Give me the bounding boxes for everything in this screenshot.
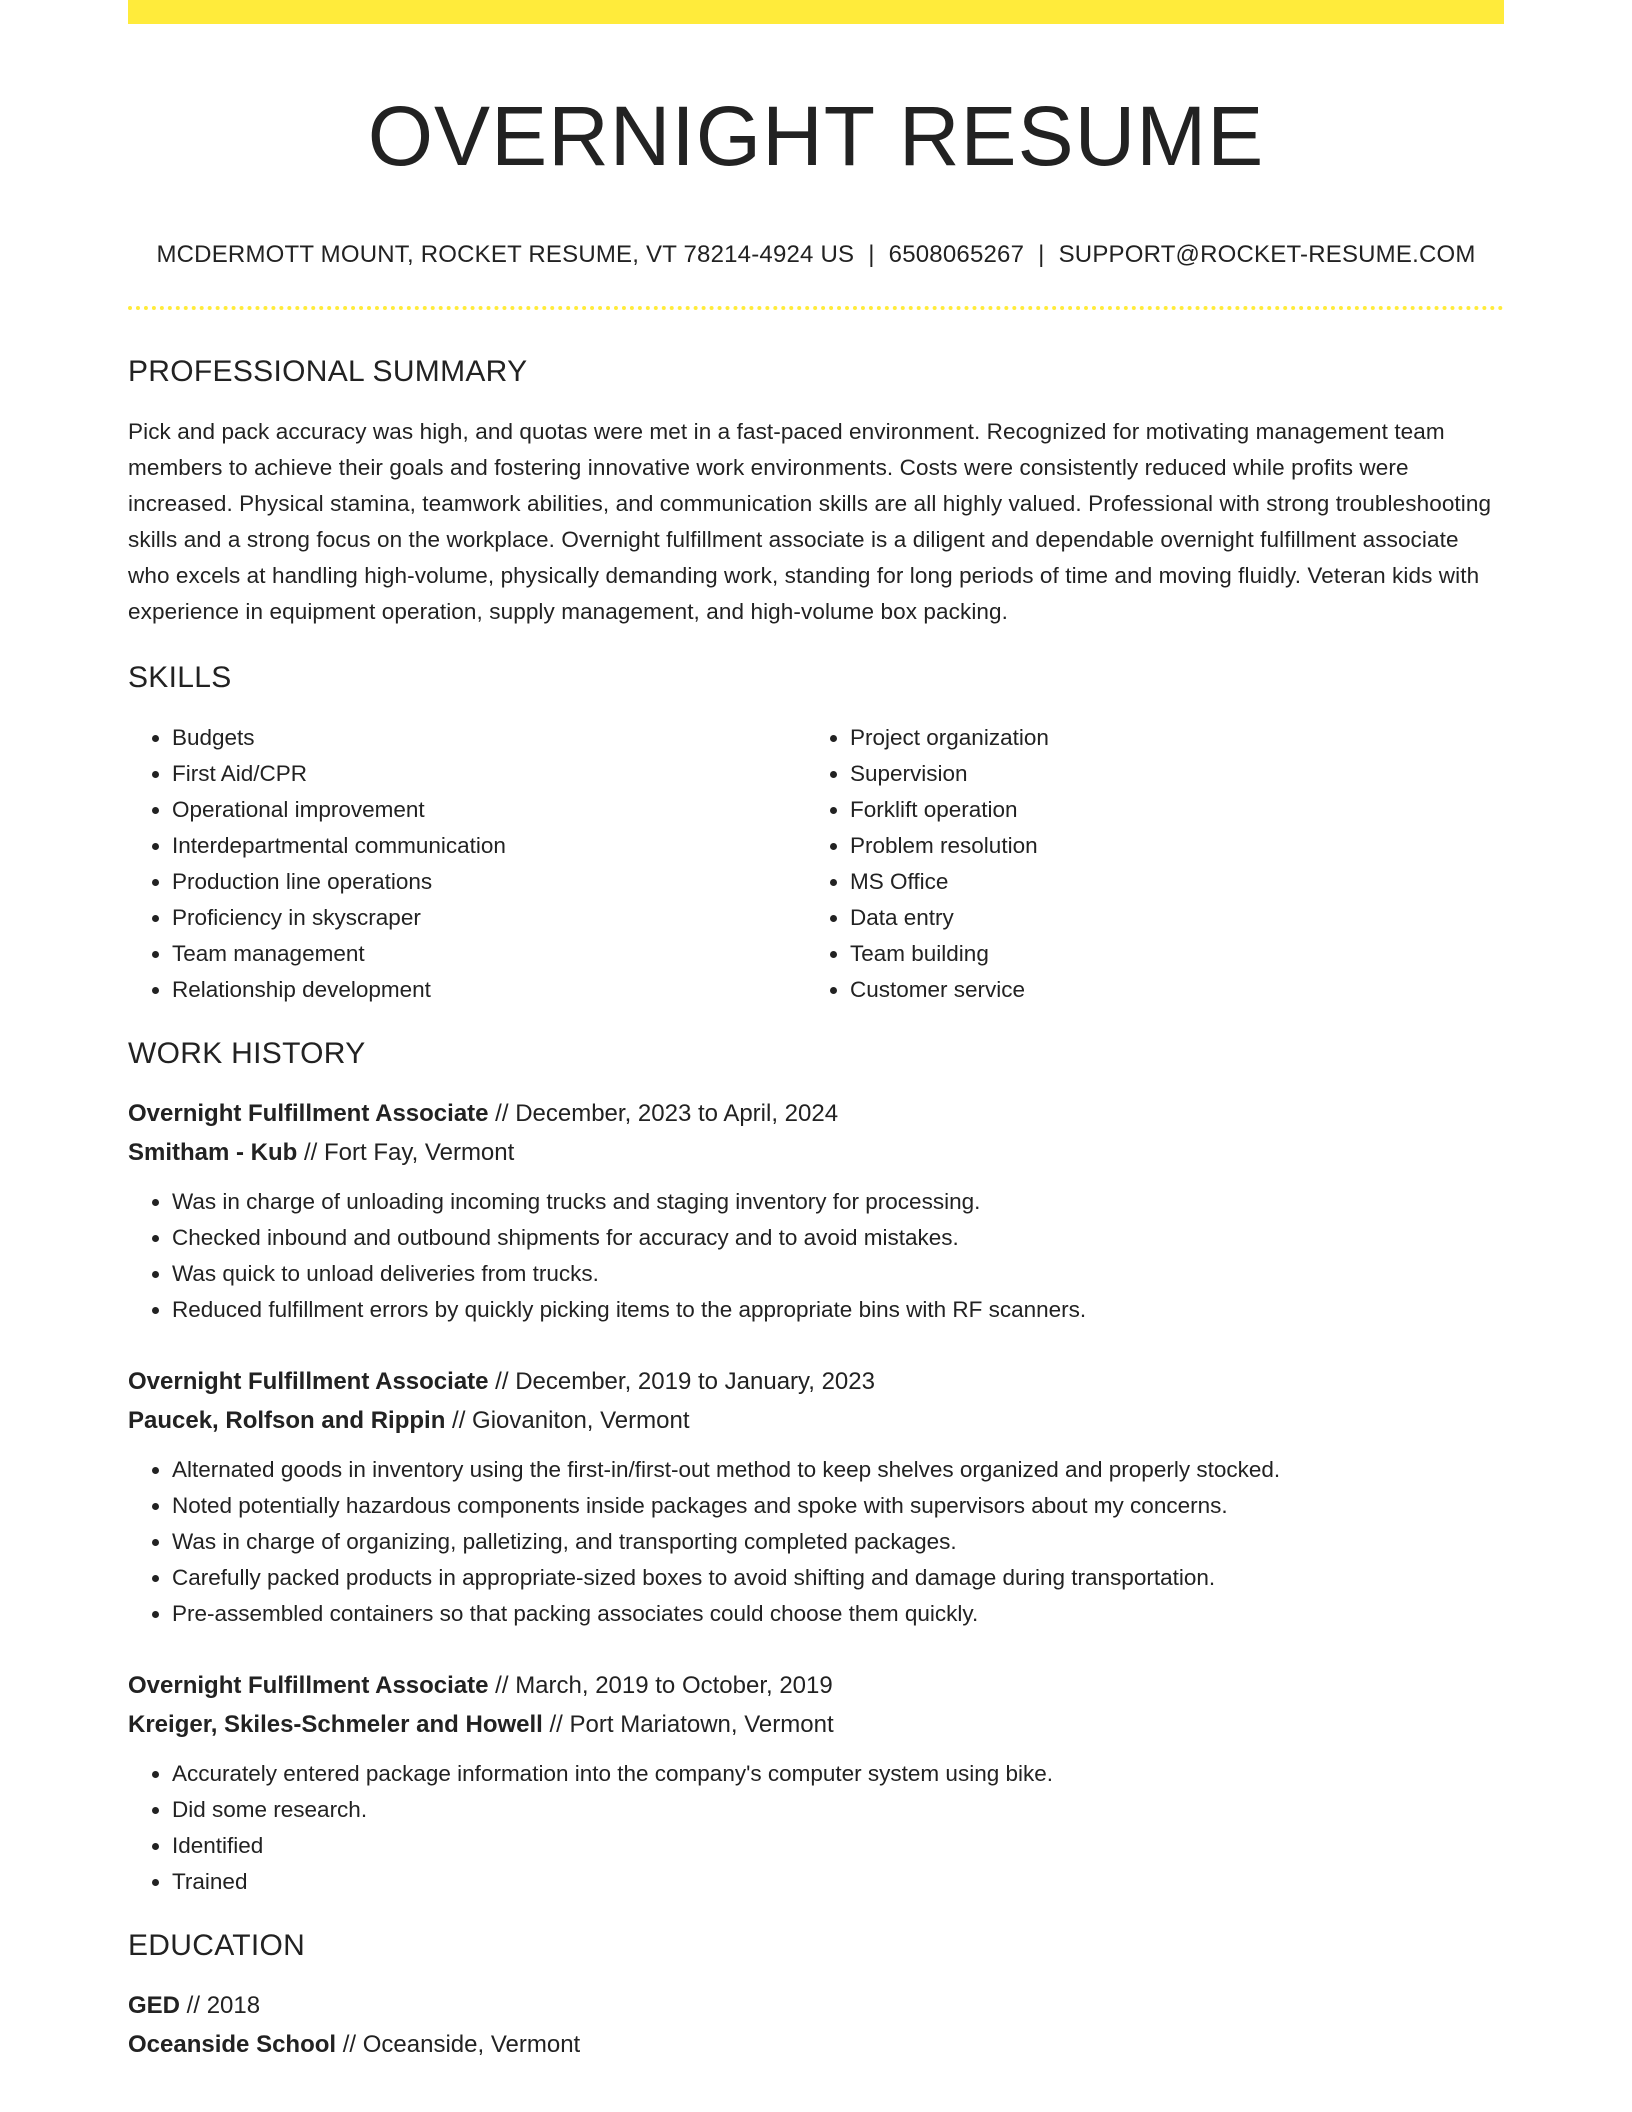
skill-item: • Operational improvement: [172, 792, 806, 828]
job-bullets: [128, 1184, 1504, 1328]
skill-item: • Supervision: [850, 756, 1484, 792]
education-location: // Oceanside, Vermont: [336, 2031, 581, 2058]
skills-right-list: [806, 720, 1484, 1008]
job-location: // Giovaniton, Vermont: [445, 1407, 690, 1434]
education-degree: GED: [128, 1992, 181, 2019]
skill-item: • Problem resolution: [850, 828, 1484, 864]
summary-heading: PROFESSIONAL SUMMARY: [128, 355, 528, 388]
skill-item: • First Aid/CPR: [172, 756, 806, 792]
work-history-heading: WORK HISTORY: [128, 1037, 366, 1070]
job-company-line: [128, 1705, 1504, 1744]
job-bullet: • Accurately entered package information into the company's computer system using bike.: [172, 1756, 1504, 1792]
skill-item: • Interdepartmental communication: [172, 828, 806, 864]
skill-item: • Project organization: [850, 720, 1484, 756]
skill-item: • Proficiency in skyscraper: [172, 900, 806, 936]
contact-email: SUPPORT@ROCKET-RESUME.COM: [1058, 241, 1476, 268]
skill-item: • Production line operations: [172, 864, 806, 900]
contact-separator: |: [1038, 241, 1045, 268]
contact-phone: 6508065267: [888, 241, 1025, 268]
job-location: // Fort Fay, Vermont: [297, 1139, 515, 1166]
job-entry: [128, 1666, 1504, 1900]
skill-item: • Forklift operation: [850, 792, 1484, 828]
job-title-line: [128, 1362, 1504, 1401]
job-location: // Port Mariatown, Vermont: [542, 1711, 834, 1738]
job-dates: // December, 2019 to January, 2023: [488, 1368, 875, 1395]
education-heading: EDUCATION: [128, 1929, 306, 1962]
job-bullets: [128, 1756, 1504, 1900]
job-company: Kreiger, Skiles-Schmeler and Howell: [128, 1711, 543, 1738]
job-title: Overnight Fulfillment Associate: [128, 1368, 489, 1395]
contact-separator: |: [868, 241, 875, 268]
skills-heading: SKILLS: [128, 661, 232, 694]
education-school: Oceanside School: [128, 2031, 337, 2058]
job-bullet: • Reduced fulfillment errors by quickly picking items to the appropriate bins with RF scanners.: [172, 1292, 1504, 1328]
skill-item: • Team building: [850, 936, 1484, 972]
job-title: Overnight Fulfillment Associate: [128, 1672, 489, 1699]
education-entry: [128, 1986, 1504, 2064]
skill-item: • Team management: [172, 936, 806, 972]
job-title: Overnight Fulfillment Associate: [128, 1100, 489, 1127]
job-bullet: • Identified: [172, 1828, 1504, 1864]
skill-item: • Data entry: [850, 900, 1484, 936]
job-bullet: • Did some research.: [172, 1792, 1504, 1828]
job-company: Smitham - Kub: [128, 1139, 298, 1166]
job-bullets: [128, 1452, 1504, 1632]
education-school-line: [128, 2025, 1504, 2064]
job-bullet: • Trained: [172, 1864, 1504, 1900]
summary-text: Pick and pack accuracy was high, and quotas were met in a fast-paced environment. Recognized for motivating management team members to achieve their goals and fostering innovative work environments. Costs were consistently reduced while profits were increased. Physical stamina, teamwork abilities, and communication skills are all highly valued. Professional with strong troubleshooting skills and a strong focus on the workplace. Overnight fulfillment associate is a diligent and dependable overnight fulfillment associate who excels at handling high-volume, physically demanding work, standing for long periods of time and moving fluidly. Veteran kids with experience in equipment operation, supply management, and high-volume box packing.: [128, 419, 1492, 624]
skill-item: • Relationship development: [172, 972, 806, 1008]
job-company-line: [128, 1401, 1504, 1440]
job-bullet: • Pre-assembled containers so that packing associates could choose them quickly.: [172, 1596, 1504, 1632]
skills-left-list: [128, 720, 806, 1008]
candidate-name: OVERNIGHT RESUME: [367, 89, 1265, 183]
contact-line: [128, 240, 1504, 270]
contact-address: MCDERMOTT MOUNT, ROCKET RESUME, VT 78214-4924 US: [156, 241, 855, 268]
skill-item: • Customer service: [850, 972, 1484, 1008]
job-title-line: [128, 1666, 1504, 1705]
dotted-divider: [128, 306, 1504, 310]
job-bullet: • Checked inbound and outbound shipments for accuracy and to avoid mistakes.: [172, 1220, 1504, 1256]
job-bullet: • Was in charge of unloading incoming trucks and staging inventory for processing.: [172, 1184, 1504, 1220]
job-bullet: • Was in charge of organizing, palletizing, and transporting completed packages.: [172, 1524, 1504, 1560]
education-degree-line: [128, 1986, 1504, 2025]
job-company: Paucek, Rolfson and Rippin: [128, 1407, 446, 1434]
skills-columns: [128, 720, 1504, 1008]
job-dates: // March, 2019 to October, 2019: [488, 1672, 833, 1699]
job-entry: [128, 1362, 1504, 1632]
education-year: // 2018: [180, 1992, 261, 2019]
job-title-line: [128, 1094, 1504, 1133]
skill-item: • Budgets: [172, 720, 806, 756]
job-bullet: • Was quick to unload deliveries from trucks.: [172, 1256, 1504, 1292]
job-dates: // December, 2023 to April, 2024: [488, 1100, 839, 1127]
job-bullet: • Carefully packed products in appropriate-sized boxes to avoid shifting and damage during transportation.: [172, 1560, 1504, 1596]
job-entry: [128, 1094, 1504, 1328]
skill-item: • MS Office: [850, 864, 1484, 900]
job-bullet: • Alternated goods in inventory using the first-in/first-out method to keep shelves organized and properly stocked.: [172, 1452, 1504, 1488]
job-company-line: [128, 1133, 1504, 1172]
accent-top-bar: [128, 0, 1504, 24]
job-bullet: • Noted potentially hazardous components inside packages and spoke with supervisors about my concerns.: [172, 1488, 1504, 1524]
resume-page: [128, 0, 1504, 2064]
